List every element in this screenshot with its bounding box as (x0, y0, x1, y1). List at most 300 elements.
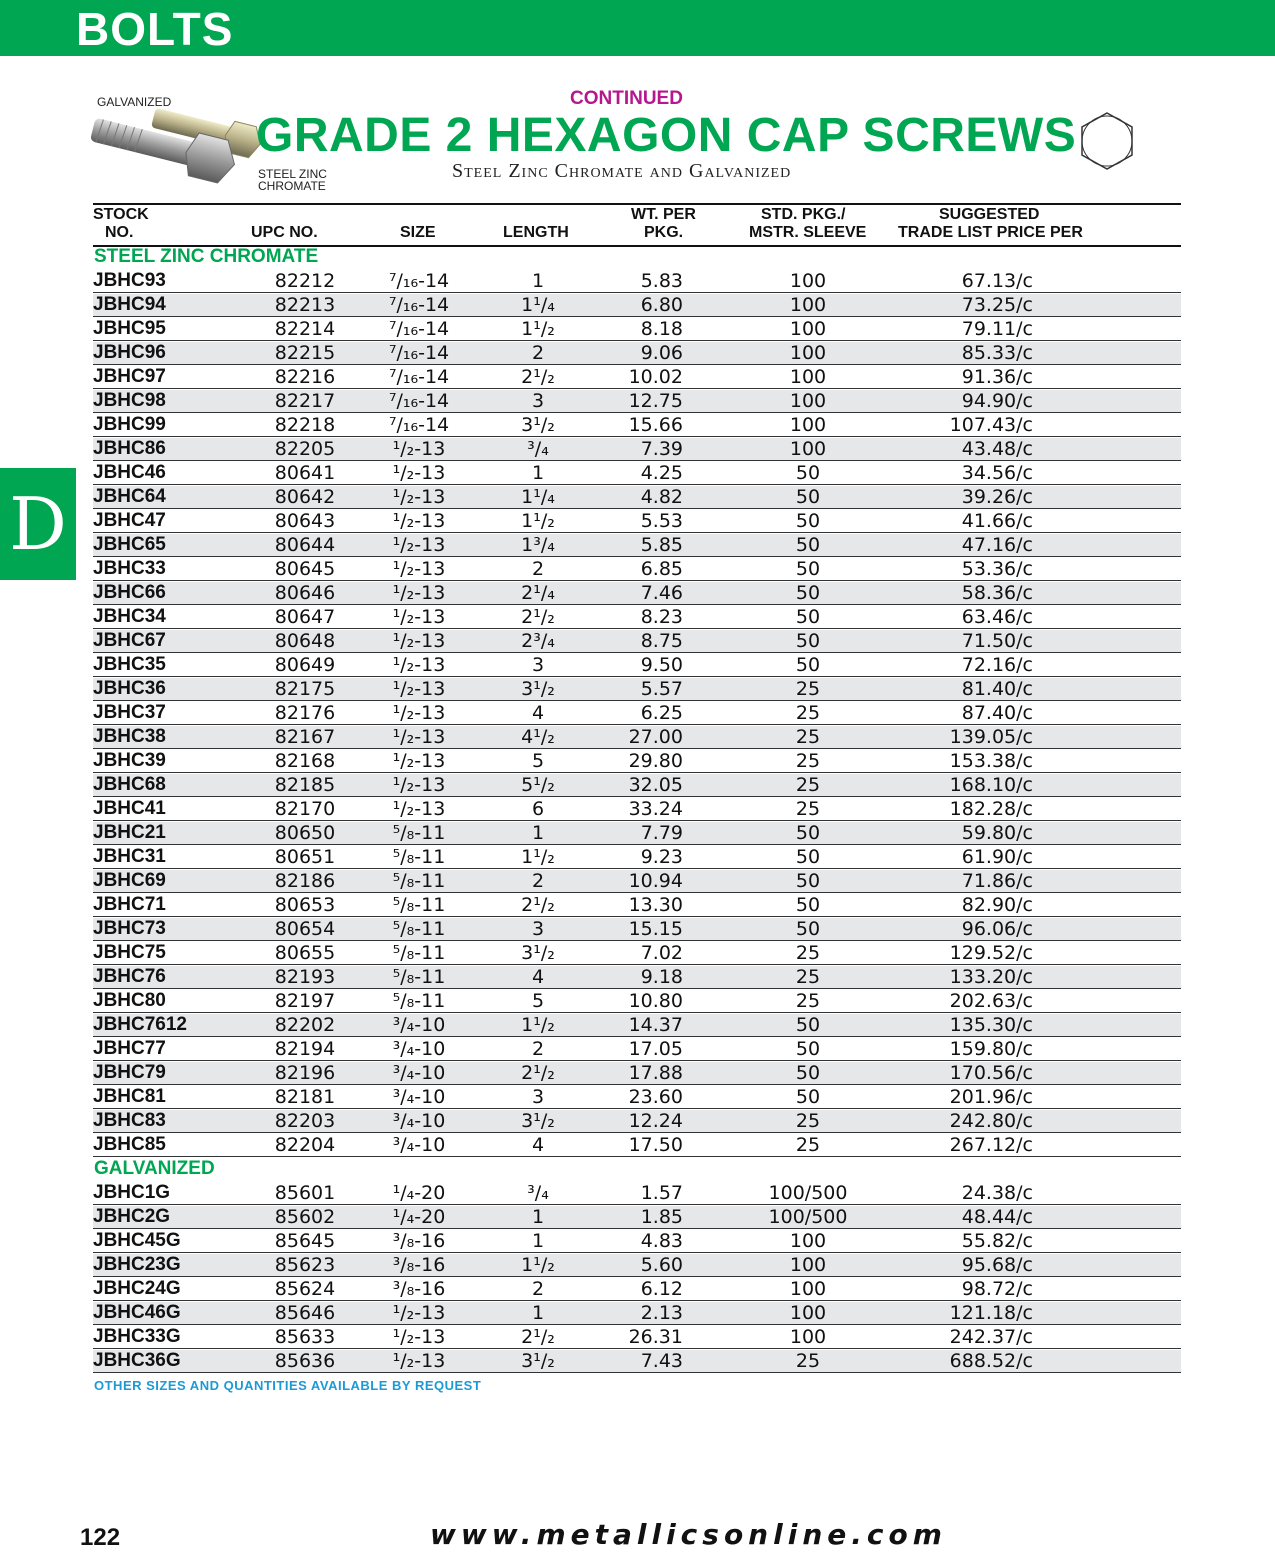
cell-upc: 82197 (274, 990, 336, 1012)
cell-size: ¹/₂-13 (392, 558, 446, 580)
cell-price: 267.12/c (949, 1134, 1033, 1156)
cell-size: ¹/₂-13 (392, 534, 446, 556)
table-row (93, 846, 1181, 869)
cell-upc: 82218 (274, 414, 336, 436)
cell-size: ¹/₂-13 (392, 1326, 446, 1348)
table-row (93, 894, 1181, 917)
cell-upc: 85601 (274, 1182, 336, 1204)
cell-wt: 5.83 (640, 270, 683, 292)
table-row (93, 486, 1181, 509)
hexagon-icon (1078, 110, 1136, 172)
cell-stock: JBHC77 (93, 1038, 166, 1059)
cell-length: 2¹/₂ (521, 894, 555, 916)
cell-size: ¹/₂-13 (392, 606, 446, 628)
cell-price: 688.52/c (949, 1350, 1033, 1372)
cell-stock: JBHC33 (93, 558, 166, 579)
cell-upc: 80646 (274, 582, 336, 604)
cell-length: 1¹/₂ (521, 318, 555, 340)
cell-price: 73.25/c (961, 294, 1033, 316)
cell-pkg: 100 (789, 318, 827, 340)
cell-price: 34.56/c (961, 462, 1033, 484)
table-row (93, 750, 1181, 773)
cell-upc: 82176 (274, 702, 336, 724)
cell-wt: 7.02 (640, 942, 683, 964)
table-row (93, 1230, 1181, 1253)
cell-price: 39.26/c (961, 486, 1033, 508)
header-wt: WT. PER (631, 206, 696, 223)
cell-wt: 15.66 (628, 414, 683, 436)
cell-stock: JBHC39 (93, 750, 166, 771)
cell-stock: JBHC96 (93, 342, 166, 363)
cell-size: ³/₈-16 (392, 1230, 446, 1252)
cell-upc: 85623 (274, 1254, 336, 1276)
cell-length: 1¹/₄ (521, 294, 555, 316)
cell-size: ⁷/₁₆-14 (388, 366, 450, 388)
cell-pkg: 50 (795, 534, 821, 556)
cell-stock: JBHC37 (93, 702, 166, 723)
cell-stock: JBHC35 (93, 654, 166, 675)
cell-upc: 85633 (274, 1326, 336, 1348)
cell-stock: JBHC23G (93, 1254, 181, 1275)
header-std-pkg: STD. PKG./ (761, 206, 846, 223)
cell-size: ¹/₂-13 (392, 486, 446, 508)
cell-pkg: 50 (795, 606, 821, 628)
cell-pkg: 25 (795, 726, 821, 748)
cell-price: 201.96/c (949, 1086, 1033, 1108)
cell-pkg: 25 (795, 774, 821, 796)
cell-price: 170.56/c (949, 1062, 1033, 1084)
cell-upc: 80653 (274, 894, 336, 916)
header-suggested: SUGGESTED (939, 206, 1040, 223)
cell-size: ⁷/₁₆-14 (388, 342, 450, 364)
cell-pkg: 50 (795, 654, 821, 676)
cell-length: ³/₄ (527, 1182, 549, 1204)
cell-length: 3¹/₂ (521, 678, 555, 700)
table-row (93, 678, 1181, 701)
cell-upc: 80642 (274, 486, 336, 508)
cell-stock: JBHC67 (93, 630, 166, 651)
cell-length: 2¹/₂ (521, 1062, 555, 1084)
cell-stock: JBHC79 (93, 1062, 166, 1083)
cell-length: 1¹/₂ (521, 846, 555, 868)
cell-size: ¹/₂-13 (392, 438, 446, 460)
cell-upc: 82167 (274, 726, 336, 748)
cell-length: 5 (531, 990, 545, 1012)
cell-wt: 12.24 (628, 1110, 683, 1132)
cell-size: ¹/₂-13 (392, 582, 446, 604)
table-row (93, 582, 1181, 605)
cell-price: 242.80/c (949, 1110, 1033, 1132)
section-title: BOLTS (76, 3, 234, 55)
cell-upc: 80645 (274, 558, 336, 580)
cell-length: 1 (531, 1302, 545, 1324)
steel-zinc-photo-label: STEEL ZINC CHROMATE (258, 167, 327, 193)
cell-length: 2 (531, 342, 545, 364)
table-row (93, 438, 1181, 461)
cell-upc: 82185 (274, 774, 336, 796)
table-row (93, 774, 1181, 797)
cell-pkg: 100 (789, 438, 827, 460)
cell-price: 41.66/c (961, 510, 1033, 532)
cell-price: 58.36/c (961, 582, 1033, 604)
table-row (93, 654, 1181, 677)
cell-stock: JBHC73 (93, 918, 166, 939)
cell-price: 96.06/c (961, 918, 1033, 940)
cell-wt: 15.15 (628, 918, 683, 940)
cell-wt: 7.43 (640, 1350, 683, 1372)
cell-upc: 80649 (274, 654, 336, 676)
cell-length: 3¹/₂ (521, 942, 555, 964)
cell-stock: JBHC97 (93, 366, 166, 387)
cell-size: ¹/₂-13 (392, 1350, 446, 1372)
table-row (93, 870, 1181, 893)
cell-stock: JBHC99 (93, 414, 166, 435)
cell-price: 135.30/c (949, 1014, 1033, 1036)
cell-size: ⁷/₁₆-14 (388, 318, 450, 340)
cell-length: 2 (531, 1038, 545, 1060)
cell-upc: 80647 (274, 606, 336, 628)
cell-pkg: 50 (795, 558, 821, 580)
cell-pkg: 50 (795, 1062, 821, 1084)
table-row (93, 510, 1181, 533)
cell-upc: 82175 (274, 678, 336, 700)
cell-pkg: 100 (789, 1254, 827, 1276)
cell-wt: 13.30 (628, 894, 683, 916)
cell-length: 2 (531, 1278, 545, 1300)
cell-wt: 4.83 (640, 1230, 683, 1252)
continued-label: CONTINUED (570, 88, 683, 109)
cell-pkg: 25 (795, 798, 821, 820)
cell-pkg: 50 (795, 894, 821, 916)
table-row (93, 558, 1181, 581)
cell-pkg: 100 (789, 366, 827, 388)
cell-pkg: 100 (789, 1278, 827, 1300)
cell-stock: JBHC80 (93, 990, 166, 1011)
cell-stock: JBHC64 (93, 486, 166, 507)
cell-size: ¹/₂-13 (392, 654, 446, 676)
cell-wt: 7.79 (640, 822, 683, 844)
cell-stock: JBHC94 (93, 294, 166, 315)
cell-upc: 85624 (274, 1278, 336, 1300)
cell-price: 91.36/c (961, 366, 1033, 388)
cell-length: 3¹/₂ (521, 1350, 555, 1372)
cell-pkg: 50 (795, 510, 821, 532)
cell-size: ⁵/₈-11 (392, 870, 446, 892)
cell-upc: 80650 (274, 822, 336, 844)
cell-wt: 17.88 (628, 1062, 683, 1084)
cell-length: 2 (531, 870, 545, 892)
cell-price: 168.10/c (949, 774, 1033, 796)
cell-pkg: 50 (795, 486, 821, 508)
cell-wt: 5.53 (640, 510, 683, 532)
cell-stock: JBHC46 (93, 462, 166, 483)
cell-wt: 10.80 (628, 990, 683, 1012)
cell-pkg: 100 (789, 342, 827, 364)
table-row (93, 1134, 1181, 1157)
cell-pkg: 50 (795, 630, 821, 652)
table-row (93, 702, 1181, 725)
cell-wt: 1.57 (640, 1182, 683, 1204)
table-row (93, 798, 1181, 821)
cell-wt: 5.57 (640, 678, 683, 700)
cell-wt: 29.80 (628, 750, 683, 772)
cell-size: ⁷/₁₆-14 (388, 390, 450, 412)
cell-wt: 12.75 (628, 390, 683, 412)
header-mstr-sleeve: MSTR. SLEEVE (749, 224, 867, 241)
cell-stock: JBHC81 (93, 1086, 166, 1107)
cell-size: ³/₈-16 (392, 1254, 446, 1276)
cell-stock: JBHC1G (93, 1182, 171, 1203)
table-row (93, 390, 1181, 413)
table-row (93, 294, 1181, 317)
cell-wt: 9.18 (640, 966, 683, 988)
cell-length: 2³/₄ (521, 630, 555, 652)
table-row (93, 606, 1181, 629)
cell-pkg: 100 (789, 414, 827, 436)
cell-price: 121.18/c (949, 1302, 1033, 1324)
cell-price: 139.05/c (949, 726, 1033, 748)
cell-size: ¹/₂-13 (392, 678, 446, 700)
cell-price: 71.86/c (961, 870, 1033, 892)
cell-stock: JBHC83 (93, 1110, 166, 1131)
cell-upc: 82181 (274, 1086, 336, 1108)
cell-pkg: 100/500 (768, 1182, 848, 1204)
cell-size: ¹/₂-13 (392, 510, 446, 532)
cell-upc: 82212 (274, 270, 336, 292)
cell-length: 2¹/₂ (521, 606, 555, 628)
cell-upc: 82168 (274, 750, 336, 772)
cell-length: 1 (531, 270, 545, 292)
table-row (93, 942, 1181, 965)
cell-length: 3¹/₂ (521, 1110, 555, 1132)
cell-stock: JBHC31 (93, 846, 166, 867)
table-row (93, 1254, 1181, 1277)
cell-upc: 82193 (274, 966, 336, 988)
cell-stock: JBHC21 (93, 822, 166, 843)
cell-pkg: 25 (795, 942, 821, 964)
table-row (93, 630, 1181, 653)
cell-length: 3¹/₂ (521, 414, 555, 436)
cell-size: ¹/₂-13 (392, 726, 446, 748)
header-trade-price: TRADE LIST PRICE PER (898, 224, 1083, 241)
cell-wt: 5.85 (640, 534, 683, 556)
table-row (93, 822, 1181, 845)
cell-pkg: 50 (795, 582, 821, 604)
cell-price: 81.40/c (961, 678, 1033, 700)
cell-price: 85.33/c (961, 342, 1033, 364)
cell-size: ¹/₂-13 (392, 798, 446, 820)
cell-pkg: 25 (795, 1350, 821, 1372)
section-heading: STEEL ZINC CHROMATE (94, 246, 319, 267)
cell-upc: 82204 (274, 1134, 336, 1156)
cell-price: 67.13/c (961, 270, 1033, 292)
cell-size: ⁵/₈-11 (392, 822, 446, 844)
table-row (93, 918, 1181, 941)
table-row (93, 1278, 1181, 1301)
cell-wt: 10.94 (628, 870, 683, 892)
cell-size: ¹/₂-13 (392, 1302, 446, 1324)
cell-wt: 26.31 (628, 1326, 683, 1348)
header-size: SIZE (400, 224, 436, 241)
cell-wt: 9.50 (640, 654, 683, 676)
table-row (93, 1014, 1181, 1037)
cell-pkg: 50 (795, 1086, 821, 1108)
cell-length: 1 (531, 1206, 545, 1228)
cell-price: 94.90/c (961, 390, 1033, 412)
cell-wt: 10.02 (628, 366, 683, 388)
cell-size: ³/₄-10 (392, 1086, 446, 1108)
cell-pkg: 50 (795, 846, 821, 868)
cell-length: 2¹/₂ (521, 1326, 555, 1348)
header-upc: UPC NO. (251, 224, 318, 241)
table-row (93, 1350, 1181, 1373)
cell-size: ³/₄-10 (392, 1038, 446, 1060)
cell-length: 1¹/₄ (521, 486, 555, 508)
cell-length: 3 (531, 918, 545, 940)
cell-upc: 80641 (274, 462, 336, 484)
cell-stock: JBHC38 (93, 726, 166, 747)
cell-wt: 23.60 (628, 1086, 683, 1108)
header-stock-no: NO. (105, 224, 134, 241)
cell-size: ³/₄-10 (392, 1110, 446, 1132)
cell-wt: 6.12 (640, 1278, 683, 1300)
table-row (93, 318, 1181, 341)
section-header-bar (0, 0, 1275, 56)
cell-wt: 9.06 (640, 342, 683, 364)
cell-pkg: 25 (795, 678, 821, 700)
cell-stock: JBHC45G (93, 1230, 181, 1251)
cell-wt: 7.46 (640, 582, 683, 604)
cell-price: 202.63/c (949, 990, 1033, 1012)
cell-price: 48.44/c (961, 1206, 1033, 1228)
cell-size: ³/₄-10 (392, 1062, 446, 1084)
cell-wt: 14.37 (628, 1014, 683, 1036)
cell-stock: JBHC75 (93, 942, 166, 963)
cell-size: ³/₈-16 (392, 1278, 446, 1300)
cell-size: ³/₄-10 (392, 1014, 446, 1036)
cell-price: 59.80/c (961, 822, 1033, 844)
cell-upc: 80654 (274, 918, 336, 940)
cell-price: 159.80/c (949, 1038, 1033, 1060)
cell-length: 1¹/₂ (521, 1254, 555, 1276)
table-row (93, 534, 1181, 557)
cell-pkg: 25 (795, 702, 821, 724)
section-heading: GALVANIZED (94, 1158, 215, 1179)
cell-price: 98.72/c (961, 1278, 1033, 1300)
cell-length: 2 (531, 558, 545, 580)
cell-length: 1 (531, 462, 545, 484)
cell-price: 43.48/c (961, 438, 1033, 460)
cell-stock: JBHC65 (93, 534, 166, 555)
cell-size: ⁵/₈-11 (392, 894, 446, 916)
cell-price: 153.38/c (949, 750, 1033, 772)
cell-length: 3 (531, 654, 545, 676)
table-row (93, 726, 1181, 749)
cell-stock: JBHC2G (93, 1206, 171, 1227)
cell-upc: 82202 (274, 1014, 336, 1036)
cell-wt: 27.00 (628, 726, 683, 748)
table-row (93, 1206, 1181, 1229)
cell-stock: JBHC68 (93, 774, 166, 795)
cell-wt: 17.50 (628, 1134, 683, 1156)
cell-upc: 82170 (274, 798, 336, 820)
table-row (93, 414, 1181, 437)
cell-price: 87.40/c (961, 702, 1033, 724)
cell-upc: 82196 (274, 1062, 336, 1084)
cell-stock: JBHC98 (93, 390, 166, 411)
side-index-tab (0, 468, 76, 580)
cell-size: ⁷/₁₆-14 (388, 294, 450, 316)
cell-length: 6 (531, 798, 545, 820)
cell-price: 53.36/c (961, 558, 1033, 580)
table-row (93, 1110, 1181, 1133)
table-header (93, 203, 1181, 247)
cell-pkg: 50 (795, 918, 821, 940)
cell-stock: JBHC7612 (93, 1014, 187, 1035)
cell-pkg: 100 (789, 390, 827, 412)
cell-length: 1¹/₂ (521, 510, 555, 532)
cell-wt: 1.85 (640, 1206, 683, 1228)
cell-stock: JBHC76 (93, 966, 166, 987)
cell-upc: 82215 (274, 342, 336, 364)
cell-size: ¹/₂-13 (392, 462, 446, 484)
cell-size: ⁵/₈-11 (392, 990, 446, 1012)
cell-stock: JBHC86 (93, 438, 166, 459)
cell-wt: 8.18 (640, 318, 683, 340)
cell-pkg: 25 (795, 1134, 821, 1156)
cell-price: 24.38/c (961, 1182, 1033, 1204)
cell-upc: 85636 (274, 1350, 336, 1372)
cell-size: ⁵/₈-11 (392, 966, 446, 988)
cell-price: 182.28/c (949, 798, 1033, 820)
cell-pkg: 50 (795, 462, 821, 484)
galvanized-photo-label: GALVANIZED (97, 95, 172, 109)
cell-stock: JBHC95 (93, 318, 166, 339)
bolt-photo (86, 106, 266, 196)
cell-length: 1³/₄ (521, 534, 555, 556)
cell-length: ³/₄ (527, 438, 549, 460)
cell-length: 1 (531, 822, 545, 844)
cell-upc: 85646 (274, 1302, 336, 1324)
cell-pkg: 25 (795, 990, 821, 1012)
cell-stock: JBHC24G (93, 1278, 181, 1299)
table-row (93, 1062, 1181, 1085)
cell-wt: 5.60 (640, 1254, 683, 1276)
cell-length: 2¹/₄ (521, 582, 555, 604)
cell-upc: 82186 (274, 870, 336, 892)
cell-upc: 80655 (274, 942, 336, 964)
header-length: LENGTH (503, 224, 569, 241)
cell-price: 63.46/c (961, 606, 1033, 628)
cell-pkg: 100 (789, 270, 827, 292)
cell-wt: 6.85 (640, 558, 683, 580)
cell-pkg: 50 (795, 1014, 821, 1036)
cell-upc: 82214 (274, 318, 336, 340)
cell-pkg: 100/500 (768, 1206, 848, 1228)
cell-price: 55.82/c (961, 1230, 1033, 1252)
cell-size: ¹/₂-13 (392, 750, 446, 772)
cell-wt: 8.75 (640, 630, 683, 652)
availability-note: OTHER SIZES AND QUANTITIES AVAILABLE BY REQUEST (94, 1378, 482, 1393)
cell-pkg: 50 (795, 870, 821, 892)
cell-stock: JBHC36G (93, 1350, 181, 1371)
cell-wt: 4.82 (640, 486, 683, 508)
website-url: www.metallicsonline.com (430, 1518, 947, 1551)
cell-pkg: 100 (789, 1230, 827, 1252)
cell-price: 79.11/c (961, 318, 1033, 340)
page-number: 122 (80, 1524, 121, 1551)
cell-upc: 82217 (274, 390, 336, 412)
